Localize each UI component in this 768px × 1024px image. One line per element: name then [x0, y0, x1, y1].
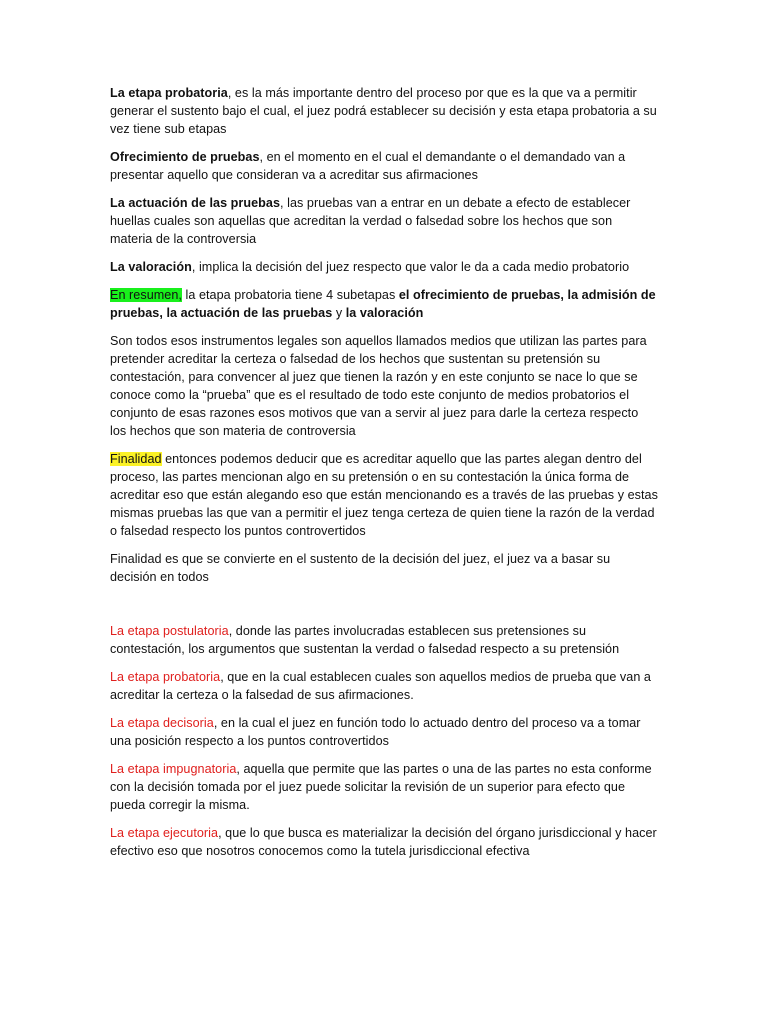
substage-performance-term: La actuación de las pruebas	[110, 196, 281, 210]
stage-probatory-text: , que en la cual establecen cuales son aquellos medios de prueba que van a acreditar la certeza o la falsedad de sus afirmaciones.	[110, 670, 651, 702]
intro-paragraph	[110, 84, 658, 138]
substage-offering-term: Ofrecimiento de pruebas	[110, 150, 260, 164]
substage-offering-text: , en el momento en el cual el demandante o el demandado van a presentar aquello que consideran va a acreditar sus afirmaciones	[110, 150, 626, 182]
substage-valuation-text: , implica la decisión del juez respecto que valor le da a cada medio probatorio	[191, 260, 630, 274]
summary-text-1: la etapa probatoria tiene 4 subetapas	[181, 288, 399, 302]
intro-term: La etapa probatoria	[110, 86, 228, 100]
substage-performance	[110, 194, 658, 248]
stage-postulatory-text: , donde las partes involucradas establecen sus pretensiones su contestación, los argumentos que sustentan la verdad o falsedad respecto a su pretensión	[110, 624, 620, 656]
summary-bold-2: la valoración	[345, 306, 424, 320]
stage-executory	[110, 824, 658, 860]
intro-text: , es la más importante dentro del proceso por que es la que va a permitir generar el sustento bajo el cual, el juez podrá establecer su decisión y esta etapa probatoria a su vez tiene sub etapas	[110, 86, 657, 136]
stage-executory-term: La etapa ejecutoria	[110, 826, 219, 840]
stage-probatory	[110, 668, 658, 704]
purpose-text: entonces podemos deducir que es acreditar aquello que las partes alegan dentro del proceso, las partes mencionan algo en su pretensión o en su contestación la única forma de acreditar eso que están alegando eso que están mencionando es a través de las pruebas y estas mismas pruebas las que van a permitir el juez tenga certeza de quien tiene la razón de la verdad o falsedad respecto los puntos controvertidos	[110, 452, 658, 538]
substage-performance-text: , las pruebas van a entrar en un debate a efecto de establecer huellas cuales son aquellas que acreditan la verdad o falsedad sobre los hechos que son materia de la controversia	[110, 196, 631, 246]
purpose-highlight: Finalidad	[110, 452, 162, 466]
summary-paragraph	[110, 286, 658, 322]
summary-highlight: En resumen,	[110, 288, 182, 302]
substage-valuation-term: La valoración	[110, 260, 192, 274]
stage-impugnatory-text: , aquella que permite que las partes o una de las partes no esta conforme con la decisión tomada por el juez puede solicitar la revisión de un superior para efecto que pueda corregir la misma.	[110, 762, 652, 812]
stage-postulatory	[110, 622, 658, 658]
substage-valuation	[110, 258, 658, 276]
means-paragraph: Son todos esos instrumentos legales son aquellos llamados medios que utilizan las partes para pretender acreditar la certeza o falsedad de los hechos que sustentan su pretensión su contestación, para convencer al juez que tienen la razón y en este conjunto se nace lo que se conoce como la “prueba” que es el resultado de todo este conjunto de medios probatorios el conjunto de esas razones esos motivos que van a servir al juez para darle la certeza respecto los hechos que son materia de controversia	[110, 334, 647, 438]
stage-decisory-term: La etapa decisoria	[110, 716, 214, 730]
section-gap	[110, 596, 658, 622]
summary-bold-1: el ofrecimiento de pruebas, la admisión de pruebas, la actuación de las pruebas	[110, 288, 656, 320]
stage-executory-text: , que lo que busca es materializar la decisión del órgano jurisdiccional y hacer efectivo eso que nosotros conocemos como la tutela jurisdiccional efectiva	[110, 826, 657, 858]
substage-offering	[110, 148, 658, 184]
stage-probatory-term: La etapa probatoria	[110, 670, 221, 684]
stage-impugnatory-term: La etapa impugnatoria	[110, 762, 237, 776]
purpose-2-paragraph: Finalidad es que se convierte en el sustento de la decisión del juez, el juez va a basar su decisión en todos	[110, 552, 611, 584]
stage-decisory-text: , en la cual el juez en función todo lo actuado dentro del proceso va a tomar una posición respecto a los puntos controvertidos	[110, 716, 641, 748]
stage-decisory	[110, 714, 658, 750]
summary-text-2: y	[332, 306, 346, 320]
stage-postulatory-term: La etapa postulatoria	[110, 624, 229, 638]
purpose-paragraph	[110, 450, 658, 540]
stage-impugnatory	[110, 760, 658, 814]
